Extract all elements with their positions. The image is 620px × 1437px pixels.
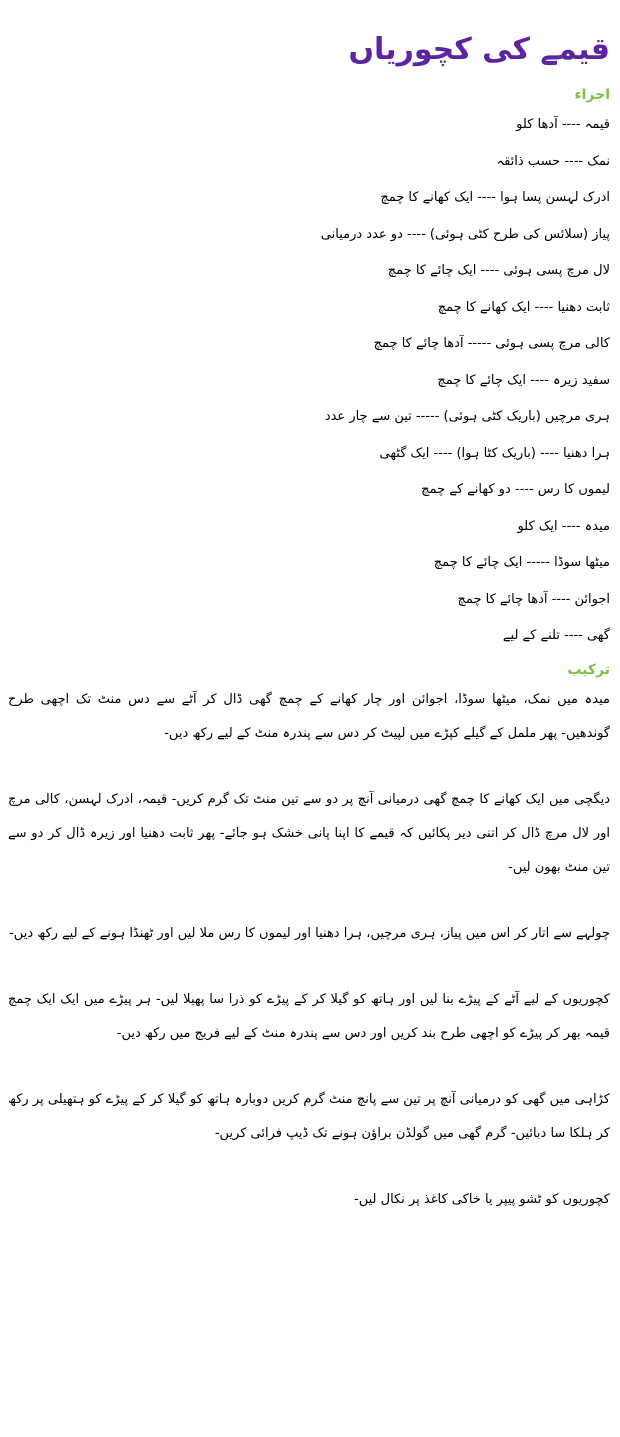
ingredient-item: ہری مرچیں (باریک کٹی ہوئی) ----- تین سے چار عدد: [324, 409, 610, 424]
method-step: کڑاہی میں گھی کو درمیانی آنچ پر تین سے پانچ منٹ گرم کریں دوبارہ ہاتھ کو گیلا کر کے پیڑے کو ہتھیلی پر رکھ کر ہلکا سا دبائیں- گرم گھی میں گولڈن براؤن ہونے تک ڈیپ فرائی کریں-: [8, 1091, 610, 1141]
ingredient-item: سفید زیرہ ---- ایک چائے کا چمچ: [437, 372, 610, 388]
method-step: میدہ میں نمک، میٹھا سوڈا، اجوائن اور چار کھانے کے چمچ گھی ڈال کر آٹے سے دس منٹ تک اچھی طرح گوندھیں- پھر ململ کے گیلے کپڑے میں لپیٹ کر دس سے پندرہ منٹ کے لیے رکھ دیں-: [8, 691, 610, 741]
ingredient-item: میٹھا سوڈا ----- ایک چائے کا چمچ: [433, 555, 610, 570]
ingredient-item: ادرک لہسن پسا ہوا ---- ایک کھانے کا چمچ: [380, 190, 610, 205]
ingredient-item: اجوائن ---- آدھا چائے کا چمچ: [457, 591, 610, 607]
method-step: چولہے سے اتار کر اس میں پیاز، ہری مرچیں، ہرا دھنیا اور لیموں کا رس ملا لیں اور ٹھنڈا ہونے کے لیے رکھ دیں-: [9, 925, 610, 941]
ingredient-item: کالی مرچ پسی ہوئی ----- آدھا چائے کا چمچ: [373, 336, 610, 351]
ingredient-item: نمک ---- حسب ذائقہ: [496, 153, 610, 169]
ingredient-item: ہرا دھنیا ---- (باریک کٹا ہوا) ---- ایک گٹھی: [379, 445, 610, 461]
ingredients-list: [8, 107, 610, 655]
ingredient-item: گھی ---- تلنے کے لیے: [502, 628, 610, 643]
method-heading: ترکیب: [567, 661, 610, 678]
ingredient-item: میدہ ---- ایک کلو: [517, 518, 610, 534]
method-step: کچوریوں کے لیے آٹے کے پیڑے بنا لیں اور ہاتھ کو گیلا کر کے پیڑے کو ذرا سا پھیلا لیں- ہر پیڑے میں ایک ایک چمچ قیمہ بھر کر پیڑے کو اچھی طرح بند کریں اور دس سے پندرہ منٹ کے لیے فریج میں رکھ دیں-: [8, 991, 610, 1041]
ingredient-item: پیاز (سلائس کی طرح کٹی ہوئی) ---- دو عدد درمیانی: [320, 226, 610, 242]
ingredient-item: ثابت دھنیا ---- ایک کھانے کا چمچ: [437, 299, 610, 315]
method-section: [8, 683, 610, 1217]
page-title: قیمے کی کچوریاں: [348, 32, 610, 67]
method-step: دیگچی میں ایک کھانے کا چمچ گھی درمیانی آنچ پر دو سے تین منٹ تک گرم کریں- قیمہ، ادرک لہسن، کالی مرچ اور لال مرچ ڈال کر اتنی دیر پکائیں کہ قیمے کا اپنا پانی خشک ہو جائے- پھر ثابت دھنیا اور زیرہ ڈال کر دو سے تین منٹ بھون لیں-: [8, 791, 610, 875]
ingredient-item: لال مرچ پسی ہوئی ---- ایک چائے کا چمچ: [387, 263, 610, 278]
ingredient-item: قیمہ ---- آدھا کلو: [516, 117, 610, 132]
ingredients-heading: اجزاء: [574, 87, 610, 103]
method-step: کچوریوں کو ٹشو پیپر یا خاکی کاغذ پر نکال لیں-: [354, 1191, 610, 1207]
ingredient-item: لیموں کا رس ---- دو کھانے کے چمچ: [421, 482, 610, 497]
